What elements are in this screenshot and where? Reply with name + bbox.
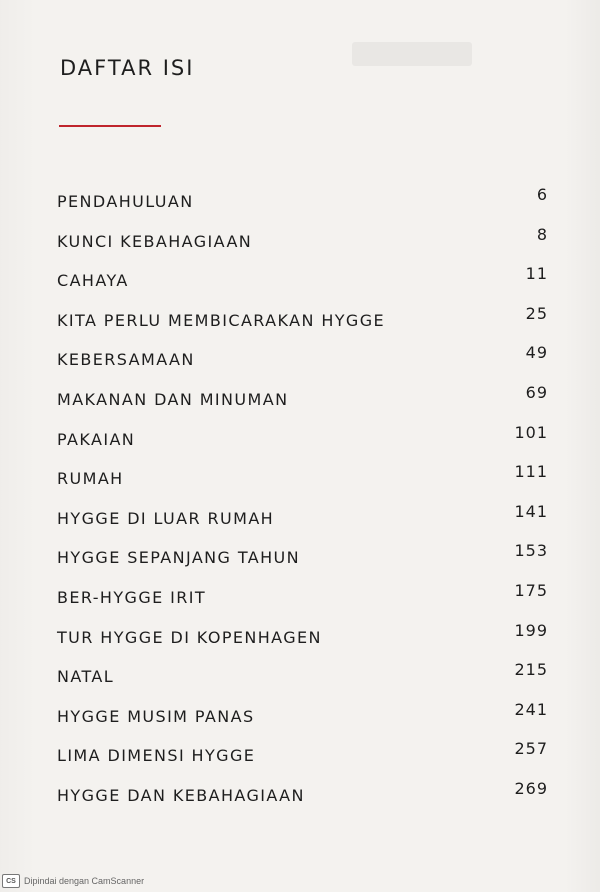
toc-entry-label: HYGGE MUSIM PANAS	[57, 706, 255, 726]
title-underline	[59, 125, 161, 127]
toc-entry-page: 101	[514, 422, 548, 442]
scanner-watermark-text: Dipindai dengan CamScanner	[24, 876, 145, 886]
toc-entry-page: 11	[525, 264, 548, 284]
toc-entry-page: 215	[514, 660, 548, 680]
toc-entry-page: 111	[514, 462, 548, 482]
toc-entry	[0, 622, 600, 662]
toc-entry-label: PENDAHULUAN	[57, 192, 194, 211]
toc-entry-page: 6	[536, 185, 548, 204]
toc-entry-label: HYGGE DAN KEBAHAGIAAN	[57, 785, 305, 805]
toc-entry-label: CAHAYA	[57, 271, 129, 291]
toc-entry-label: HYGGE SEPANJANG TAHUN	[57, 548, 301, 568]
toc-entry-label: NATAL	[57, 667, 115, 687]
toc-entry	[0, 503, 600, 543]
toc-entry-label: KEBERSAMAAN	[57, 350, 195, 370]
toc-entry-label: MAKANAN DAN MINUMAN	[57, 389, 289, 409]
toc-entry	[0, 740, 600, 780]
toc-entry-label: KITA PERLU MEMBICARAKAN HYGGE	[57, 310, 386, 330]
toc-entry-page: 175	[514, 580, 548, 600]
toc-entry-page: 49	[525, 343, 548, 363]
toc-entry-page: 241	[514, 699, 548, 719]
toc-entry-page: 141	[514, 501, 548, 521]
toc-entry-label: HYGGE DI LUAR RUMAH	[57, 508, 275, 528]
table-of-contents	[0, 186, 600, 820]
toc-entry-page: 8	[536, 224, 548, 244]
toc-entry-page: 269	[514, 778, 548, 798]
toc-entry	[0, 186, 600, 226]
toc-entry	[0, 226, 600, 266]
toc-entry	[0, 424, 600, 464]
toc-entry	[0, 780, 600, 820]
camscanner-logo-icon: CS	[2, 874, 20, 888]
toc-entry-label: TUR HYGGE DI KOPENHAGEN	[57, 627, 322, 647]
toc-entry	[0, 463, 600, 503]
toc-entry	[0, 305, 600, 345]
toc-entry-label: PAKAIAN	[57, 429, 136, 449]
toc-entry	[0, 265, 600, 305]
toc-entry	[0, 542, 600, 582]
toc-entry-label: KUNCI KEBAHAGIAAN	[57, 231, 253, 251]
toc-entry-page: 199	[514, 620, 548, 640]
scanner-watermark	[0, 870, 144, 892]
page-title: DAFTAR ISI	[60, 56, 195, 80]
toc-entry	[0, 701, 600, 741]
toc-entry-page: 257	[514, 739, 548, 759]
toc-entry-page: 153	[514, 541, 548, 561]
toc-entry-label: BER-HYGGE IRIT	[57, 587, 207, 607]
toc-entry	[0, 582, 600, 622]
toc-entry-page: 25	[525, 303, 548, 323]
toc-entry	[0, 661, 600, 701]
toc-entry	[0, 384, 600, 424]
toc-entry-page: 69	[525, 382, 548, 402]
toc-entry-label: LIMA DIMENSI HYGGE	[57, 746, 256, 766]
toc-entry-label: RUMAH	[57, 469, 124, 489]
bleed-through-heading	[352, 42, 472, 66]
toc-entry	[0, 344, 600, 384]
